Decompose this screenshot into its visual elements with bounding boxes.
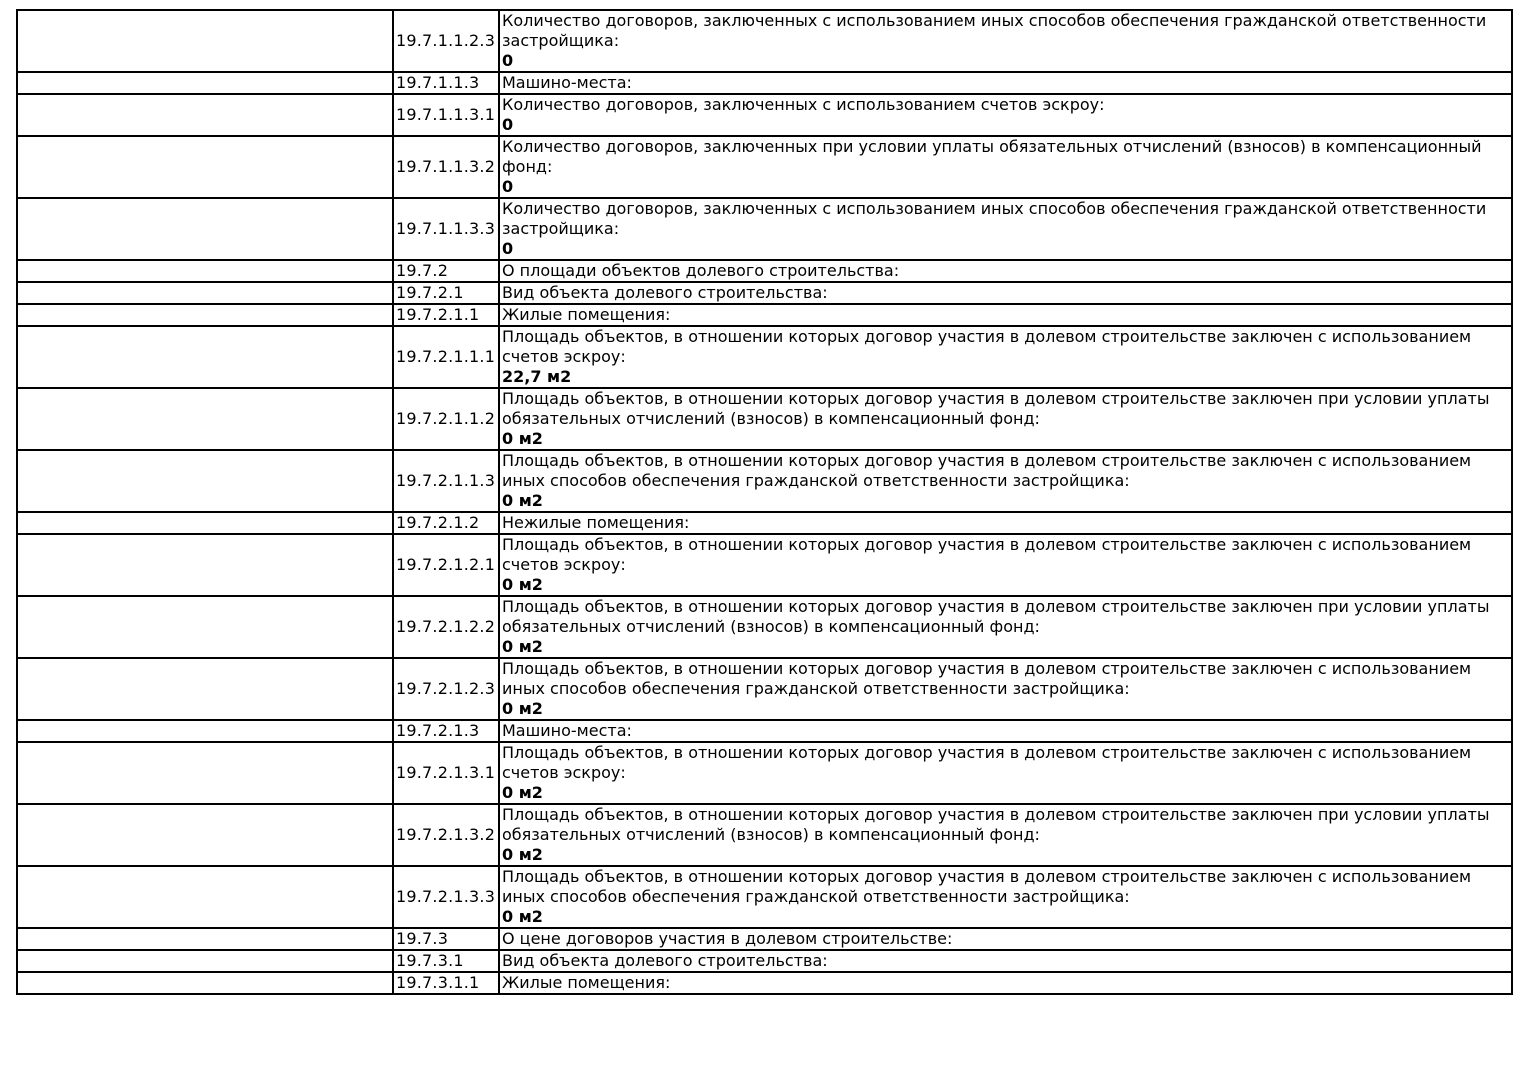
item-value: 0 м2 — [502, 783, 543, 802]
table-row — [17, 282, 1512, 304]
item-value: 0 м2 — [502, 699, 543, 718]
empty-cell — [17, 10, 393, 72]
table-row — [17, 136, 1512, 198]
item-description: Жилые помещения: — [502, 305, 671, 324]
item-content — [499, 512, 1512, 534]
empty-cell — [17, 596, 393, 658]
item-number: 19.7.2.1.1.2 — [393, 388, 499, 450]
empty-cell — [17, 326, 393, 388]
empty-cell — [17, 136, 393, 198]
item-value: 0 м2 — [502, 429, 543, 448]
empty-cell — [17, 928, 393, 950]
item-content — [499, 658, 1512, 720]
item-number: 19.7.2.1.3.1 — [393, 742, 499, 804]
item-content — [499, 304, 1512, 326]
empty-cell — [17, 658, 393, 720]
item-number: 19.7.2.1.1.3 — [393, 450, 499, 512]
empty-cell — [17, 450, 393, 512]
item-content — [499, 972, 1512, 994]
item-number: 19.7.1.1.3.3 — [393, 198, 499, 260]
item-value: 0 — [502, 239, 514, 258]
item-description: Вид объекта долевого строительства: — [502, 283, 828, 302]
item-description: Площадь объектов, в отношении которых договор участия в долевом строительстве заключен с использованием счетов эскроу: — [502, 327, 1472, 366]
item-content — [499, 450, 1512, 512]
empty-cell — [17, 198, 393, 260]
item-value: 0 м2 — [502, 907, 543, 926]
item-number: 19.7.2.1.3 — [393, 720, 499, 742]
item-number: 19.7.1.1.3 — [393, 72, 499, 94]
table-row — [17, 198, 1512, 260]
item-number: 19.7.2 — [393, 260, 499, 282]
item-content — [499, 866, 1512, 928]
empty-cell — [17, 282, 393, 304]
table-row — [17, 10, 1512, 72]
item-description: Площадь объектов, в отношении которых договор участия в долевом строительстве заключен при условии уплаты обязательных отчислений (взносов) в компенсационный фонд: — [502, 389, 1490, 428]
table-row — [17, 596, 1512, 658]
item-content — [499, 720, 1512, 742]
table-row — [17, 260, 1512, 282]
item-content — [499, 326, 1512, 388]
empty-cell — [17, 512, 393, 534]
item-value: 0 — [502, 51, 514, 70]
item-description: Количество договоров, заключенных с использованием иных способов обеспечения гражданской ответственности застройщика: — [502, 199, 1487, 238]
empty-cell — [17, 950, 393, 972]
item-content — [499, 198, 1512, 260]
item-number: 19.7.1.1.3.2 — [393, 136, 499, 198]
item-number: 19.7.2.1.3.3 — [393, 866, 499, 928]
item-description: Количество договоров, заключенных при условии уплаты обязательных отчислений (взносов) в компенсационный фонд: — [502, 137, 1482, 176]
item-number: 19.7.3.1.1 — [393, 972, 499, 994]
item-value: 0 м2 — [502, 575, 543, 594]
table-row — [17, 658, 1512, 720]
empty-cell — [17, 388, 393, 450]
item-description: Жилые помещения: — [502, 973, 671, 992]
item-content — [499, 94, 1512, 136]
item-content — [499, 534, 1512, 596]
empty-cell — [17, 260, 393, 282]
item-number: 19.7.2.1.2 — [393, 512, 499, 534]
table-row — [17, 326, 1512, 388]
item-content — [499, 388, 1512, 450]
item-content — [499, 742, 1512, 804]
item-value: 0 м2 — [502, 491, 543, 510]
table-row — [17, 720, 1512, 742]
table-row — [17, 928, 1512, 950]
item-number: 19.7.3.1 — [393, 950, 499, 972]
item-number: 19.7.2.1.1 — [393, 304, 499, 326]
item-number: 19.7.1.1.3.1 — [393, 94, 499, 136]
item-number: 19.7.3 — [393, 928, 499, 950]
item-number: 19.7.2.1.3.2 — [393, 804, 499, 866]
empty-cell — [17, 304, 393, 326]
empty-cell — [17, 720, 393, 742]
item-description: Площадь объектов, в отношении которых договор участия в долевом строительстве заключен при условии уплаты обязательных отчислений (взносов) в компенсационный фонд: — [502, 597, 1490, 636]
item-description: Площадь объектов, в отношении которых договор участия в долевом строительстве заключен с использованием счетов эскроу: — [502, 535, 1472, 574]
item-value: 0 м2 — [502, 637, 543, 656]
item-content — [499, 596, 1512, 658]
item-number: 19.7.1.1.2.3 — [393, 10, 499, 72]
table-row — [17, 72, 1512, 94]
disclosure-table — [16, 9, 1513, 995]
item-content — [499, 282, 1512, 304]
table-row — [17, 450, 1512, 512]
table-row — [17, 534, 1512, 596]
empty-cell — [17, 534, 393, 596]
item-content — [499, 72, 1512, 94]
item-content — [499, 10, 1512, 72]
table-body — [17, 10, 1512, 994]
table-row — [17, 866, 1512, 928]
item-description: Площадь объектов, в отношении которых договор участия в долевом строительстве заключен с использованием иных способов обеспечения гражданской ответственности застройщика: — [502, 451, 1472, 490]
item-description: О цене договоров участия в долевом строительстве: — [502, 929, 953, 948]
item-description: О площади объектов долевого строительства: — [502, 261, 900, 280]
empty-cell — [17, 72, 393, 94]
table-row — [17, 388, 1512, 450]
item-content — [499, 136, 1512, 198]
empty-cell — [17, 866, 393, 928]
table-row — [17, 512, 1512, 534]
empty-cell — [17, 972, 393, 994]
table-row — [17, 972, 1512, 994]
item-number: 19.7.2.1.1.1 — [393, 326, 499, 388]
item-content — [499, 928, 1512, 950]
item-number: 19.7.2.1 — [393, 282, 499, 304]
item-description: Площадь объектов, в отношении которых договор участия в долевом строительстве заключен с использованием иных способов обеспечения гражданской ответственности застройщика: — [502, 659, 1472, 698]
table-row — [17, 804, 1512, 866]
item-value: 22,7 м2 — [502, 367, 572, 386]
item-content — [499, 950, 1512, 972]
table-row — [17, 950, 1512, 972]
item-content — [499, 260, 1512, 282]
item-description: Вид объекта долевого строительства: — [502, 951, 828, 970]
empty-cell — [17, 742, 393, 804]
item-description: Площадь объектов, в отношении которых договор участия в долевом строительстве заключен с использованием счетов эскроу: — [502, 743, 1472, 782]
empty-cell — [17, 804, 393, 866]
item-description: Количество договоров, заключенных с использованием иных способов обеспечения гражданской ответственности застройщика: — [502, 11, 1487, 50]
table-row — [17, 94, 1512, 136]
empty-cell — [17, 94, 393, 136]
item-number: 19.7.2.1.2.2 — [393, 596, 499, 658]
item-number: 19.7.2.1.2.3 — [393, 658, 499, 720]
item-description: Площадь объектов, в отношении которых договор участия в долевом строительстве заключен с использованием иных способов обеспечения гражданской ответственности застройщика: — [502, 867, 1472, 906]
item-description: Количество договоров, заключенных с использованием счетов эскроу: — [502, 95, 1105, 114]
item-content — [499, 804, 1512, 866]
item-number: 19.7.2.1.2.1 — [393, 534, 499, 596]
item-description: Машино-места: — [502, 73, 632, 92]
table-row — [17, 304, 1512, 326]
item-value: 0 — [502, 115, 514, 134]
item-description: Нежилые помещения: — [502, 513, 690, 532]
item-value: 0 — [502, 177, 514, 196]
item-description: Площадь объектов, в отношении которых договор участия в долевом строительстве заключен при условии уплаты обязательных отчислений (взносов) в компенсационный фонд: — [502, 805, 1490, 844]
item-description: Машино-места: — [502, 721, 632, 740]
table-row — [17, 742, 1512, 804]
item-value: 0 м2 — [502, 845, 543, 864]
